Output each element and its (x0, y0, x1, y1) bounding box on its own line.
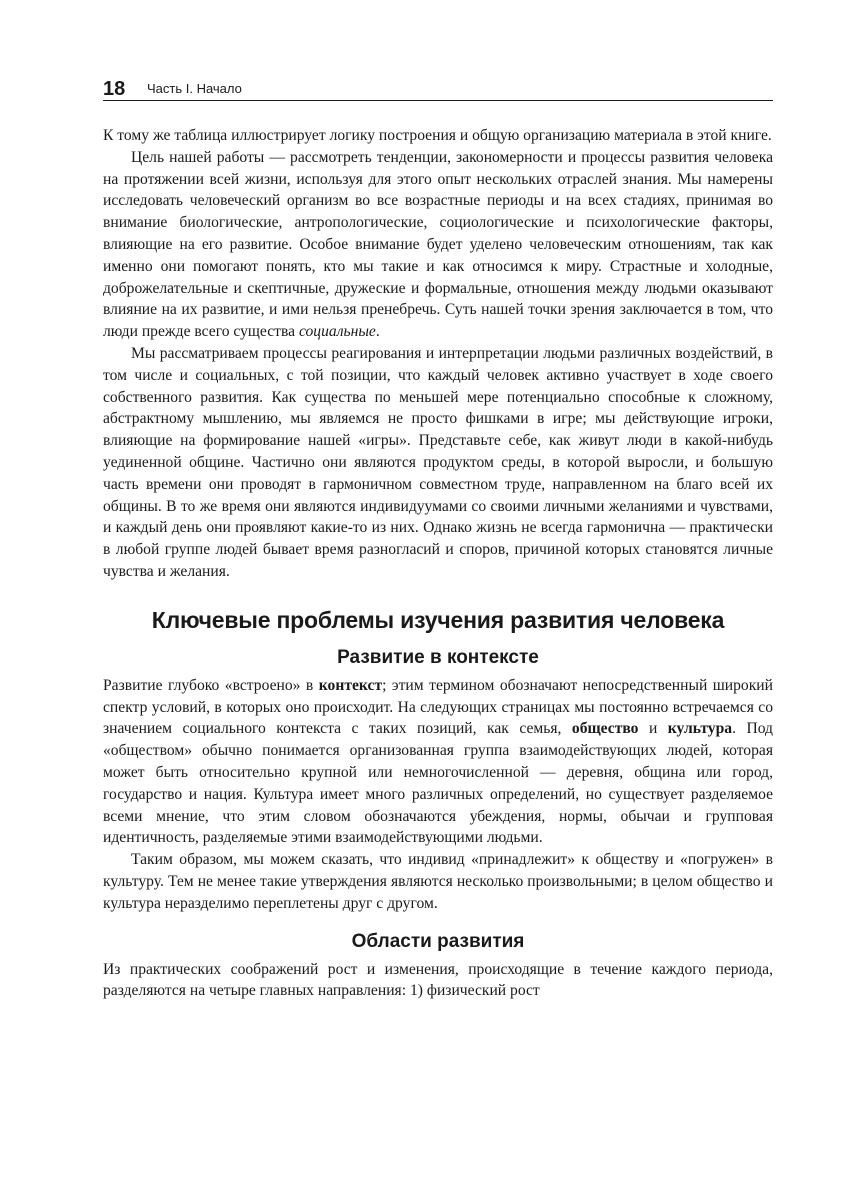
paragraph-4-text-g: . Под «обществом» обычно понимается организованная группа взаимодействующих людей, которая может быть относительно крупной или немногочисленной — деревня, община или город, государство и нация. Культура имеет много различных определений, но существует разделяемое всеми мнение, что этим словом обозначаются убеждения, нормы, обычаи и групповая идентичность, разделяемые этими взаимодействующими людьми. (103, 720, 773, 847)
paragraph-5: Таким образом, мы можем сказать, что индивид «принадлежит» к обществу и «погружен» в культуру. Тем не менее такие утверждения являются несколько произвольными; в целом общество и культура неразделимо переплетены друг с другом. (103, 851, 773, 912)
running-header (103, 78, 773, 101)
subsection-heading-context: Развитие в контексте (337, 646, 539, 668)
section-heading: Ключевые проблемы изучения развития человека (151, 606, 725, 633)
paragraph-4-text-a: Развитие глубоко «встроено» в (103, 676, 319, 694)
paragraph-4 (103, 675, 773, 849)
paragraph-2 (103, 147, 773, 343)
page-number: 18 (103, 78, 126, 100)
paragraph-2-text: Цель нашей работы — рассмотреть тенденции, закономерности и процессы развития человека на протяжении всей жизни, используя для этого опыт нескольких отраслей знания. Мы намерены исследовать человеческий организм во все возрастные периоды и на всех стадиях, принимая во внимание биологические, антропологические, социологические и психологические факторы, влияющие на его развитие. Особое внимание будет уделено человеческим отношениям, так как именно они помогают понять, кто мы такие и как относимся к миру. Страстные и холодные, доброжелательные и скептичные, дружеские и формальные, отношения между людьми оказывают влияние на их развитие, и ими нельзя пренебречь. Суть нашей точки зрения заключается в том, что люди прежде всего существа (103, 148, 773, 341)
term-society: общество (571, 720, 639, 738)
paragraph-6: Из практических соображений рост и изменения, происходящие в течение каждого периода, разделяются на четыре главных направления: 1) физический рост (103, 960, 773, 1000)
paragraph-3: Мы рассматриваем процессы реагирования и интерпретации людьми различных воздействий, в том числе и социальных, с той позиции, что каждый человек активно участвует в ходе своего собственного развития. Как существа по меньшей мере потенциально способные к сложному, абстрактному мышлению, мы являемся не просто фишками в игре; мы действующие игроки, влияющие на формирование нашей «игры». Представьте себе, как живут люди в какой-нибудь уединенной общине. Частично они являются продуктом среды, в которой выросли, и большую часть времени они проводят в гармоничном совместном труде, направленном на благо всей их общины. В то же время они являются индивидуумами со своими личными желаниями и чувствами, и каждый день они проявляют какие-то из них. Однако жизнь не всегда гармонична — практически в любой группе людей бывает время разногласий и споров, причиной которых становятся личные чувства и желания. (103, 344, 773, 580)
paragraph-4-text-c: ; этим термином обозначают непосредственный широкий спектр условий, в которых оно происходит. На следующих страницах мы постоянно встречаемся со значением социального контекста с таких позиций, как семья, (103, 676, 773, 738)
term-context: контекст (318, 676, 383, 694)
subsection-heading-domains: Области развития (351, 930, 525, 952)
term-culture: культура (667, 720, 733, 738)
page-body (103, 125, 773, 1002)
part-title: Часть I. Начало (147, 81, 242, 96)
paragraph-2-emphasis: социальные (298, 323, 376, 341)
paragraph-4-text-e: и (638, 720, 668, 738)
paragraph-1: К тому же таблица иллюстрирует логику построения и общую организацию материала в этой книге. (103, 127, 772, 144)
paragraph-2-end: . (375, 323, 380, 341)
